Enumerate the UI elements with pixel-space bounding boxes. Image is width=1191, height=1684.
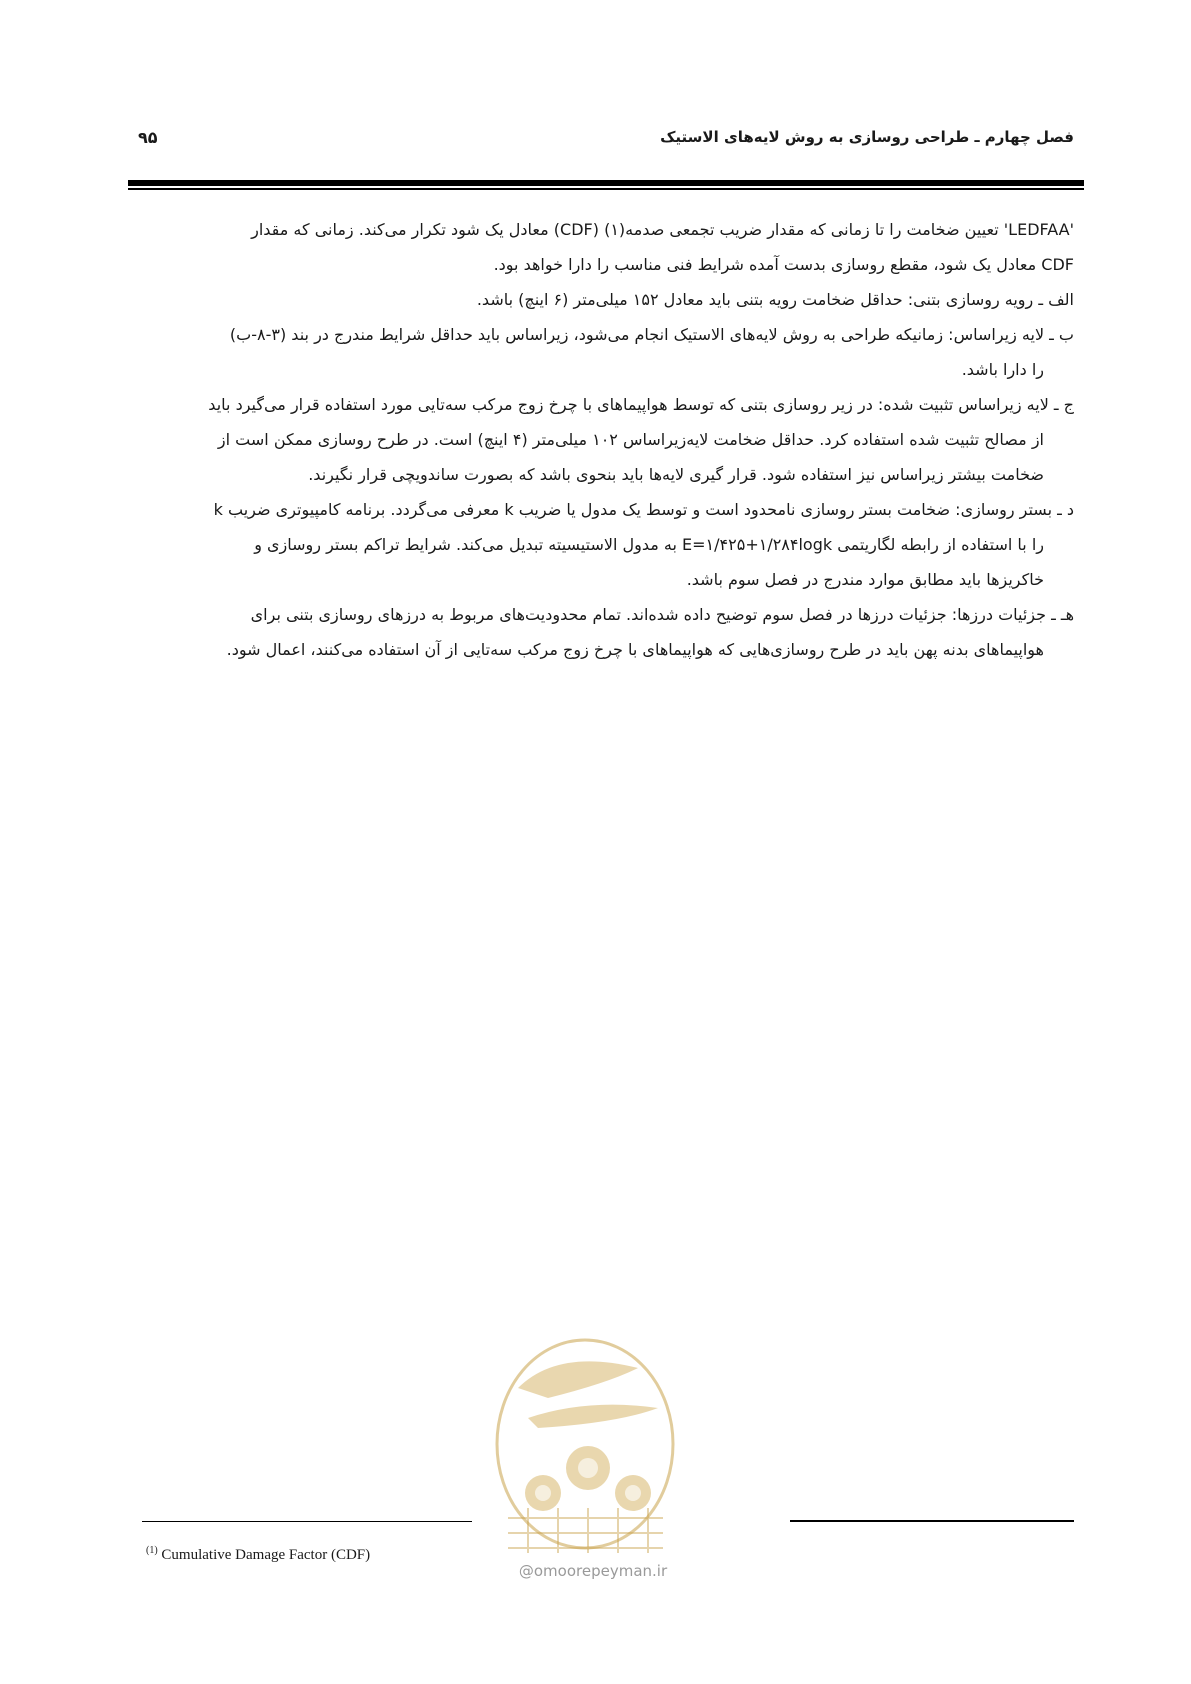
- intro-line: CDF معادل یک شود، مقطع روسازی بدست آمده شرایط فنی مناسب را دارا خواهد بود.: [493, 255, 1074, 274]
- list-item-continuation: را با استفاده از رابطه لگاریتمی E=۱/۴۲۵+۱/۲۸۴logk به مدول الاستیسیته تبدیل می‌کند. شرایط تراکم بستر روسازی و: [254, 535, 1044, 554]
- list-item-text: الف ـ رویه روسازی بتنی: حداقل ضخامت رویه بتنی باید معادل ۱۵۲ میلی‌متر (۶ اینچ) باشد.: [476, 290, 1074, 309]
- list-item-text: د ـ بستر روسازی: ضخامت بستر روسازی نامحدود است و توسط یک مدول یا ضریب k معرفی می‌گردد. برنامه کامپیوتری ضریب k: [213, 500, 1074, 519]
- list-item-text: هـ ـ جزئیات درزها: جزئیات درزها در فصل سوم توضیح داده شده‌اند. تمام محدودیت‌های مربوط به درزهای روسازی بتنی برای: [250, 605, 1074, 624]
- list-item-text: ج ـ لایه زیراساس تثبیت شده: در زیر روسازی بتنی که توسط هواپیماهای با چرخ زوج مرکب سه‌تایی مورد استفاده قرار می‌گیرد باید: [208, 395, 1074, 414]
- list-item-he: [142, 597, 1074, 667]
- list-item-alef: [142, 282, 1074, 317]
- list-item-continuation: ضخامت بیشتر زیراساس نیز استفاده شود. قرار گیری لایه‌ها باید بنحوی باشد که بصورت ساندویچی قرار نگیرند.: [308, 465, 1044, 484]
- intro-line: 'LEDFAA' تعیین ضخامت را تا زمانی که مقدار ضریب تجمعی صدمه(۱) (CDF) معادل یک شود تکرار می‌کند. زمانی که مقدار: [251, 220, 1074, 239]
- list-item-text: ب ـ لایه زیراساس: زمانیکه طراحی به روش لایه‌های الاستیک انجام می‌شود، زیراساس باید حداقل شرایط مندرج در بند (۳-۸-ب): [229, 325, 1074, 344]
- chapter-title: فصل چهارم ـ طراحی روسازی به روش لایه‌های الاستیک: [660, 128, 1074, 146]
- body-text: [142, 212, 1074, 667]
- list-item-continuation: خاکریزها باید مطابق موارد مندرج در فصل سوم باشد.: [686, 570, 1044, 589]
- list-item-dal: [142, 492, 1074, 597]
- header-rule-thin: [128, 188, 1084, 190]
- footnote-marker: (1): [146, 1545, 158, 1556]
- footnote-separator-right: [790, 1520, 1074, 1522]
- list-item-continuation: هواپیماهای بدنه پهن باید در طرح روسازی‌هایی که هواپیماهای با چرخ زوج مرکب سه‌تایی از آن استفاده می‌کنند، اعمال شود.: [226, 640, 1044, 659]
- footnote-text: Cumulative Damage Factor (CDF): [161, 1547, 371, 1563]
- page-number: ۹۵: [138, 128, 158, 147]
- footnote: [146, 1545, 370, 1564]
- list-item-be: [142, 317, 1074, 387]
- footnote-separator: [142, 1521, 472, 1522]
- running-header: [128, 128, 1084, 158]
- list-item-continuation: از مصالح تثبیت شده استفاده کرد. حداقل ضخامت لایه‌زیراساس ۱۰۲ میلی‌متر (۴ اینچ) است. در طرح روسازی ممکن است از: [217, 430, 1044, 449]
- watermark-logo: [488, 1328, 682, 1560]
- list-item-jim: [142, 387, 1074, 492]
- intro-paragraph: [142, 212, 1074, 282]
- list-item-continuation: را دارا باشد.: [961, 360, 1044, 379]
- watermark-caption: @omoorepeyman.ir: [518, 1562, 668, 1580]
- header-rule-thick: [128, 180, 1084, 186]
